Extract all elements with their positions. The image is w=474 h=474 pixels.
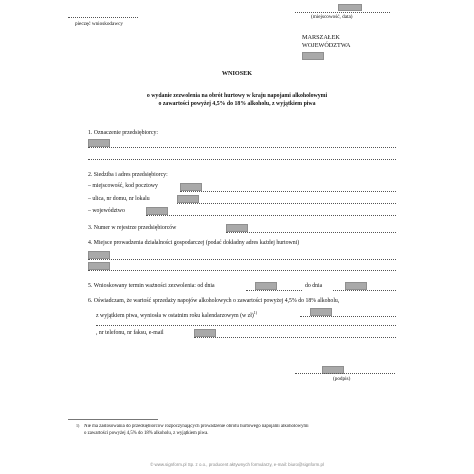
footnote-text-line1: Nie ma zastosowania do przedsiębiorców rozpoczynających prowadzenie obrotu hurtowego napojami alkoholowymi — [84, 424, 309, 429]
valid-to-line — [333, 290, 396, 291]
footer-credit: © www.signform.pl Sp. z o.o., producent aktywnych formularzy, e-mail: biuro@signform.pl — [150, 462, 324, 467]
signature-line — [295, 373, 395, 374]
voivodeship-address-field[interactable] — [146, 207, 168, 215]
valid-from-field[interactable] — [255, 282, 277, 290]
section-6-line2 — [96, 309, 257, 320]
footnote-ref: 1) — [253, 310, 258, 315]
wholesale-address-field-2[interactable] — [88, 262, 110, 270]
section-4-label: 4. Miejsce prowadzenia działalności gospodarczej (podać dokładny adres każdej hurtowni) — [88, 240, 300, 246]
footnote-text-line2: o zawartości powyżej 4,5% do 18% alkoholu, z wyjątkiem piwa. — [84, 431, 209, 436]
street-field[interactable] — [177, 195, 199, 203]
voivodeship-field[interactable] — [302, 52, 324, 60]
valid-from-line — [246, 290, 302, 291]
street-line — [177, 203, 396, 204]
wholesale-address-line-1 — [88, 259, 396, 260]
form-title-line2: o zawartości powyżej 4,5% do 18% alkoholu, z wyjątkiem piwa — [158, 101, 316, 107]
section-2-label: 2. Siedziba i adres przedsiębiorcy: — [88, 172, 168, 178]
city-line — [180, 191, 396, 192]
sales-value-line — [300, 316, 396, 317]
voivodeship-label: – województwo — [88, 208, 125, 214]
contact-line-a — [96, 325, 396, 326]
section-3-label: 3. Numer w rejestrze przedsiębiorców — [88, 225, 177, 231]
section-1-label: 1. Oznaczenie przedsiębiorcy: — [88, 130, 159, 136]
contact-label: , nr telefonu, nr faksu, e-mail — [96, 330, 164, 336]
addressee-line2: WOJEWÓDZTWA — [302, 42, 351, 49]
footnote-marker: 1) — [76, 423, 80, 428]
valid-to-label: do dnia — [305, 283, 323, 289]
section-5-label: 5. Wnioskowany termin ważności zezwolenia: od dnia — [88, 283, 215, 289]
addressee-line1: MARSZAŁEK — [302, 34, 340, 41]
street-label: – ulica, nr domu, nr lokalu — [88, 196, 150, 202]
section-6-line2-text: z wyjątkiem piwa, wyniosła w ostatnim roku kalendarzowym (w zł) — [96, 312, 254, 319]
date-field[interactable] — [338, 4, 362, 11]
voivodeship-address-line — [146, 215, 396, 216]
business-name-line-1 — [88, 147, 396, 148]
city-label: – miejscowość, kod pocztowy — [88, 183, 158, 189]
place-date-label: (miejscowość, data) — [311, 14, 353, 20]
wholesale-address-field-1[interactable] — [88, 251, 110, 259]
sales-value-field[interactable] — [310, 308, 332, 316]
registry-number-line — [226, 232, 396, 233]
wholesale-address-line-2 — [88, 270, 396, 271]
footnote-separator — [68, 419, 158, 420]
form-heading: WNIOSEK — [221, 70, 253, 77]
signature-label: (podpis) — [333, 376, 351, 382]
place-date-line — [295, 12, 390, 13]
contact-field[interactable] — [194, 329, 216, 337]
valid-to-field[interactable] — [345, 282, 367, 290]
contact-line-b — [194, 337, 396, 338]
city-field[interactable] — [180, 183, 202, 191]
registry-number-field[interactable] — [226, 224, 248, 232]
section-6-line1: 6. Oświadczam, że wartość sprzedaży napojów alkoholowych o zawartości powyżej 4,5% do 18% alkoholu, — [88, 298, 340, 304]
stamp-label: pieczęć wnioskodawcy — [75, 21, 123, 27]
stamp-line — [68, 17, 138, 18]
form-title-line1: o wydanie zezwolenia na obrót hurtowy w kraju napojami alkoholowymi — [146, 93, 328, 99]
business-name-line-2 — [88, 159, 396, 160]
business-name-field[interactable] — [88, 139, 110, 147]
